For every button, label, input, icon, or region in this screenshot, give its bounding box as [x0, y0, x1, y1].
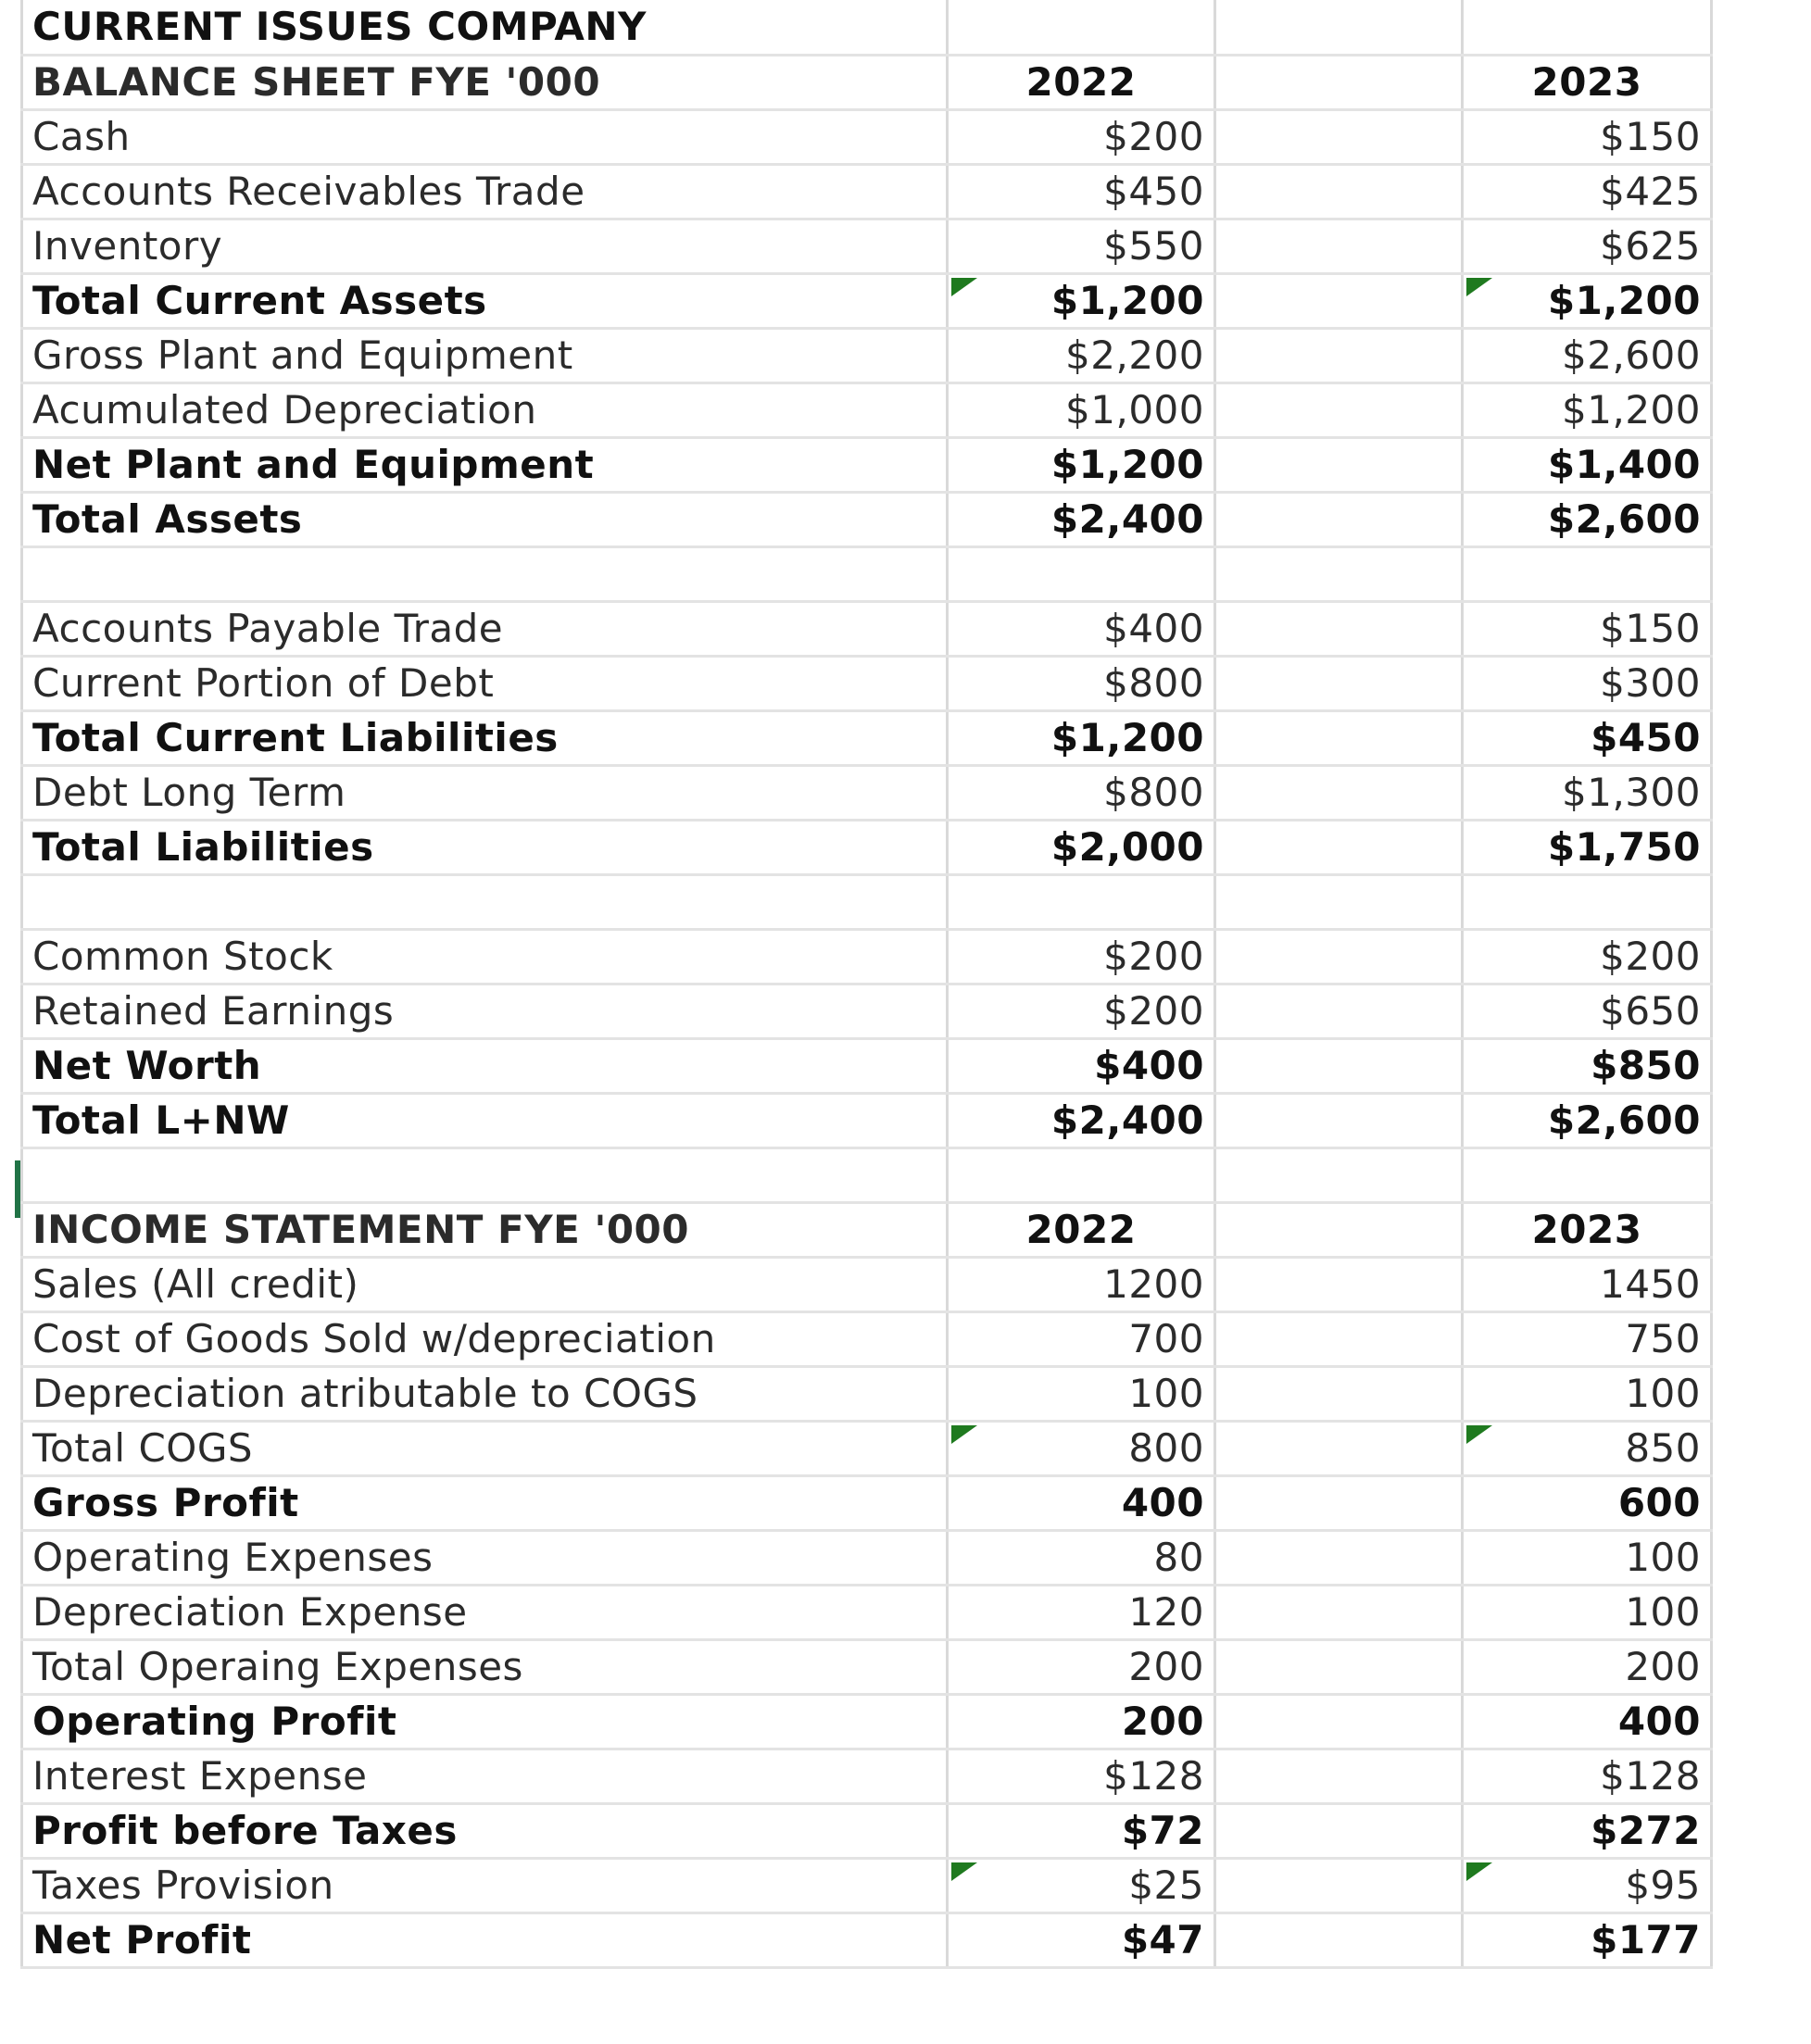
value-2023-cell[interactable]: 1450 [1463, 1257, 1712, 1311]
empty-cell[interactable] [1215, 601, 1463, 656]
value-2023-cell[interactable]: $2,600 [1463, 328, 1712, 382]
value-2023-cell[interactable] [1463, 874, 1712, 929]
row-label-cell[interactable]: Total Current Liabilities [22, 710, 948, 765]
row-label-cell[interactable]: Sales (All credit) [22, 1257, 948, 1311]
error-indicator-icon[interactable] [1466, 1425, 1492, 1444]
value-2022-cell[interactable]: 80 [948, 1530, 1215, 1585]
value-2023-cell[interactable] [1463, 0, 1712, 55]
error-indicator-icon[interactable] [1466, 1862, 1492, 1881]
row-label-cell[interactable]: Total Operaing Expenses [22, 1639, 948, 1694]
row-label-cell[interactable]: Net Plant and Equipment [22, 437, 948, 492]
value-2023-cell[interactable] [1463, 546, 1712, 601]
row-label-cell[interactable] [22, 874, 948, 929]
row-label-cell[interactable]: Net Profit [22, 1912, 948, 1967]
sheet-row [22, 1038, 1712, 1093]
value-2023-cell[interactable]: $1,300 [1463, 765, 1712, 820]
sheet-row [22, 1803, 1712, 1858]
row-label-cell[interactable]: Accounts Payable Trade [22, 601, 948, 656]
row-label-cell[interactable]: Total COGS [22, 1421, 948, 1475]
empty-cell[interactable] [1215, 1475, 1463, 1530]
row-label-cell[interactable] [22, 1147, 948, 1202]
value-2023-cell[interactable]: $128 [1463, 1749, 1712, 1803]
value-2023-cell[interactable]: 100 [1463, 1585, 1712, 1639]
sheet-row [22, 1475, 1712, 1530]
value-2022-cell[interactable]: 400 [948, 1475, 1215, 1530]
empty-cell[interactable] [1215, 328, 1463, 382]
value-2023-cell[interactable] [1463, 1147, 1712, 1202]
value-2022-cell[interactable]: $1,000 [948, 382, 1215, 437]
row-label-cell[interactable]: Retained Earnings [22, 984, 948, 1038]
value-2023-cell[interactable]: 600 [1463, 1475, 1712, 1530]
value-2023-cell[interactable]: $425 [1463, 164, 1712, 219]
row-label-cell[interactable]: Total L+NW [22, 1093, 948, 1147]
row-label-cell[interactable]: Total Current Assets [22, 273, 948, 328]
value-2023-cell[interactable]: $1,400 [1463, 437, 1712, 492]
row-label-cell[interactable]: INCOME STATEMENT FYE '000 [22, 1202, 948, 1257]
value-2023-cell[interactable]: 850 [1463, 1421, 1712, 1475]
empty-cell[interactable] [1215, 929, 1463, 984]
empty-cell[interactable] [1215, 1038, 1463, 1093]
empty-cell[interactable] [1215, 1147, 1463, 1202]
value-2023-cell[interactable]: 200 [1463, 1639, 1712, 1694]
value-2022-cell[interactable]: 100 [948, 1366, 1215, 1421]
value-2023-cell[interactable]: $2,600 [1463, 492, 1712, 546]
value-2023-cell[interactable]: $850 [1463, 1038, 1712, 1093]
value-2022-cell[interactable] [948, 1147, 1215, 1202]
sheet-row [22, 656, 1712, 710]
value-2022-cell[interactable]: $2,000 [948, 820, 1215, 874]
sheet-row [22, 1749, 1712, 1803]
empty-cell[interactable] [1215, 382, 1463, 437]
row-label-cell[interactable]: Debt Long Term [22, 765, 948, 820]
empty-cell[interactable] [1215, 1311, 1463, 1366]
sheet-row [22, 1366, 1712, 1421]
empty-cell[interactable] [1215, 1639, 1463, 1694]
row-label-cell[interactable]: Taxes Provision [22, 1858, 948, 1912]
value-2022-cell[interactable]: 2022 [948, 55, 1215, 109]
value-2022-cell[interactable]: $800 [948, 656, 1215, 710]
empty-cell[interactable] [1215, 55, 1463, 109]
empty-cell[interactable] [1215, 1749, 1463, 1803]
empty-cell[interactable] [1215, 437, 1463, 492]
value-2023-cell[interactable]: $300 [1463, 656, 1712, 710]
sheet-row [22, 929, 1712, 984]
row-label-cell[interactable]: CURRENT ISSUES COMPANY [22, 0, 948, 55]
value-2022-cell[interactable]: $550 [948, 219, 1215, 273]
error-indicator-icon[interactable] [951, 278, 977, 296]
value-2022-cell[interactable]: 1200 [948, 1257, 1215, 1311]
value-2022-cell[interactable]: $1,200 [948, 273, 1215, 328]
value-2023-cell[interactable]: 100 [1463, 1366, 1712, 1421]
empty-cell[interactable] [1215, 1912, 1463, 1967]
value-2022-cell[interactable]: $1,200 [948, 437, 1215, 492]
sheet-row [22, 984, 1712, 1038]
row-label-cell[interactable]: Gross Profit [22, 1475, 948, 1530]
sheet-row [22, 1147, 1712, 1202]
balance-sheet-grid [20, 0, 1713, 1969]
empty-cell[interactable] [1215, 1694, 1463, 1749]
value-2023-cell[interactable]: $200 [1463, 929, 1712, 984]
sheet-row [22, 0, 1712, 55]
empty-cell[interactable] [1215, 1858, 1463, 1912]
row-label-cell[interactable]: Accounts Receivables Trade [22, 164, 948, 219]
empty-cell[interactable] [1215, 0, 1463, 55]
row-label-cell[interactable]: Cash [22, 109, 948, 164]
value-2022-cell[interactable]: $400 [948, 601, 1215, 656]
sheet-row [22, 164, 1712, 219]
value-2023-cell[interactable]: $150 [1463, 601, 1712, 656]
row-label-cell[interactable]: Current Portion of Debt [22, 656, 948, 710]
empty-cell[interactable] [1215, 710, 1463, 765]
row-label-cell[interactable]: Total Liabilities [22, 820, 948, 874]
row-label-cell[interactable]: Total Assets [22, 492, 948, 546]
sheet-row [22, 1257, 1712, 1311]
empty-cell[interactable] [1215, 1585, 1463, 1639]
value-2022-cell[interactable]: $128 [948, 1749, 1215, 1803]
sheet-row [22, 601, 1712, 656]
row-label-cell[interactable]: Interest Expense [22, 1749, 948, 1803]
row-label-cell[interactable]: Common Stock [22, 929, 948, 984]
value-2022-cell[interactable] [948, 0, 1215, 55]
value-2022-cell[interactable]: $450 [948, 164, 1215, 219]
sheet-row [22, 1639, 1712, 1694]
sheet-row [22, 109, 1712, 164]
value-2023-cell[interactable]: 2023 [1463, 1202, 1712, 1257]
sheet-row [22, 710, 1712, 765]
empty-cell[interactable] [1215, 656, 1463, 710]
empty-cell[interactable] [1215, 874, 1463, 929]
empty-cell[interactable] [1215, 219, 1463, 273]
error-indicator-icon[interactable] [951, 1425, 977, 1444]
value-2023-cell[interactable]: $272 [1463, 1803, 1712, 1858]
value-2023-cell[interactable]: $95 [1463, 1858, 1712, 1912]
value-2023-cell[interactable]: $450 [1463, 710, 1712, 765]
row-label-cell[interactable]: Depreciation atributable to COGS [22, 1366, 948, 1421]
sheet-row [22, 55, 1712, 109]
value-2022-cell[interactable]: 800 [948, 1421, 1215, 1475]
value-2023-cell[interactable]: $650 [1463, 984, 1712, 1038]
sheet-row [22, 765, 1712, 820]
value-2022-cell[interactable]: 2022 [948, 1202, 1215, 1257]
row-label-cell[interactable] [22, 546, 948, 601]
value-2023-cell[interactable]: $177 [1463, 1912, 1712, 1967]
value-2023-cell[interactable]: 2023 [1463, 55, 1712, 109]
sheet-row [22, 328, 1712, 382]
sheet-row [22, 1311, 1712, 1366]
empty-cell[interactable] [1215, 820, 1463, 874]
value-2022-cell[interactable]: $400 [948, 1038, 1215, 1093]
sheet-row [22, 1093, 1712, 1147]
value-2023-cell[interactable]: 750 [1463, 1311, 1712, 1366]
sheet-row [22, 546, 1712, 601]
value-2022-cell[interactable]: $200 [948, 109, 1215, 164]
row-label-cell[interactable]: Gross Plant and Equipment [22, 328, 948, 382]
sheet-row [22, 1912, 1712, 1967]
empty-cell[interactable] [1215, 1093, 1463, 1147]
value-2022-cell[interactable]: $2,200 [948, 328, 1215, 382]
value-2022-cell[interactable]: $200 [948, 929, 1215, 984]
sheet-row [22, 1530, 1712, 1585]
empty-cell[interactable] [1215, 1257, 1463, 1311]
empty-cell[interactable] [1215, 164, 1463, 219]
value-2023-cell[interactable]: $2,600 [1463, 1093, 1712, 1147]
value-2022-cell[interactable]: $2,400 [948, 1093, 1215, 1147]
value-2022-cell[interactable]: $25 [948, 1858, 1215, 1912]
row-label-cell[interactable]: Operating Profit [22, 1694, 948, 1749]
sheet-row [22, 1585, 1712, 1639]
sheet-row [22, 874, 1712, 929]
sheet-row [22, 382, 1712, 437]
row-label-cell[interactable]: Cost of Goods Sold w/depreciation [22, 1311, 948, 1366]
empty-cell[interactable] [1215, 1803, 1463, 1858]
empty-cell[interactable] [1215, 1202, 1463, 1257]
sheet-row [22, 1694, 1712, 1749]
row-label-cell[interactable]: Net Worth [22, 1038, 948, 1093]
sheet-row [22, 437, 1712, 492]
sheet-row [22, 1858, 1712, 1912]
value-2022-cell[interactable]: 200 [948, 1639, 1215, 1694]
value-2022-cell[interactable]: $2,400 [948, 492, 1215, 546]
value-2023-cell[interactable]: 100 [1463, 1530, 1712, 1585]
sheet-row [22, 492, 1712, 546]
sheet-row [22, 1421, 1712, 1475]
value-2022-cell[interactable]: $800 [948, 765, 1215, 820]
value-2022-cell[interactable]: $72 [948, 1803, 1215, 1858]
row-label-cell[interactable]: Operating Expenses [22, 1530, 948, 1585]
empty-cell[interactable] [1215, 1530, 1463, 1585]
empty-cell[interactable] [1215, 1421, 1463, 1475]
sheet-body [22, 0, 1712, 1967]
value-2022-cell[interactable] [948, 874, 1215, 929]
value-2023-cell[interactable]: 400 [1463, 1694, 1712, 1749]
value-2023-cell[interactable]: $1,200 [1463, 382, 1712, 437]
sheet-row [22, 273, 1712, 328]
value-2023-cell[interactable]: $625 [1463, 219, 1712, 273]
row-label-cell[interactable]: Inventory [22, 219, 948, 273]
value-2022-cell[interactable] [948, 546, 1215, 601]
value-2022-cell[interactable]: 200 [948, 1694, 1215, 1749]
error-indicator-icon[interactable] [951, 1862, 977, 1881]
error-indicator-icon[interactable] [1466, 278, 1492, 296]
sheet-row [22, 1202, 1712, 1257]
value-2022-cell[interactable]: $47 [948, 1912, 1215, 1967]
value-2023-cell[interactable]: $1,750 [1463, 820, 1712, 874]
empty-cell[interactable] [1215, 273, 1463, 328]
value-2022-cell[interactable]: 120 [948, 1585, 1215, 1639]
empty-cell[interactable] [1215, 546, 1463, 601]
row-selection-marker [15, 1160, 20, 1218]
sheet-row [22, 219, 1712, 273]
row-label-cell[interactable]: Acumulated Depreciation [22, 382, 948, 437]
value-2022-cell[interactable]: $1,200 [948, 710, 1215, 765]
row-label-cell[interactable]: Profit before Taxes [22, 1803, 948, 1858]
empty-cell[interactable] [1215, 492, 1463, 546]
value-2022-cell[interactable]: 700 [948, 1311, 1215, 1366]
value-2023-cell[interactable]: $150 [1463, 109, 1712, 164]
value-2023-cell[interactable]: $1,200 [1463, 273, 1712, 328]
empty-cell[interactable] [1215, 984, 1463, 1038]
empty-cell[interactable] [1215, 1366, 1463, 1421]
sheet-row [22, 820, 1712, 874]
row-label-cell[interactable]: Depreciation Expense [22, 1585, 948, 1639]
empty-cell[interactable] [1215, 109, 1463, 164]
value-2022-cell[interactable]: $200 [948, 984, 1215, 1038]
empty-cell[interactable] [1215, 765, 1463, 820]
row-label-cell[interactable]: BALANCE SHEET FYE '000 [22, 55, 948, 109]
